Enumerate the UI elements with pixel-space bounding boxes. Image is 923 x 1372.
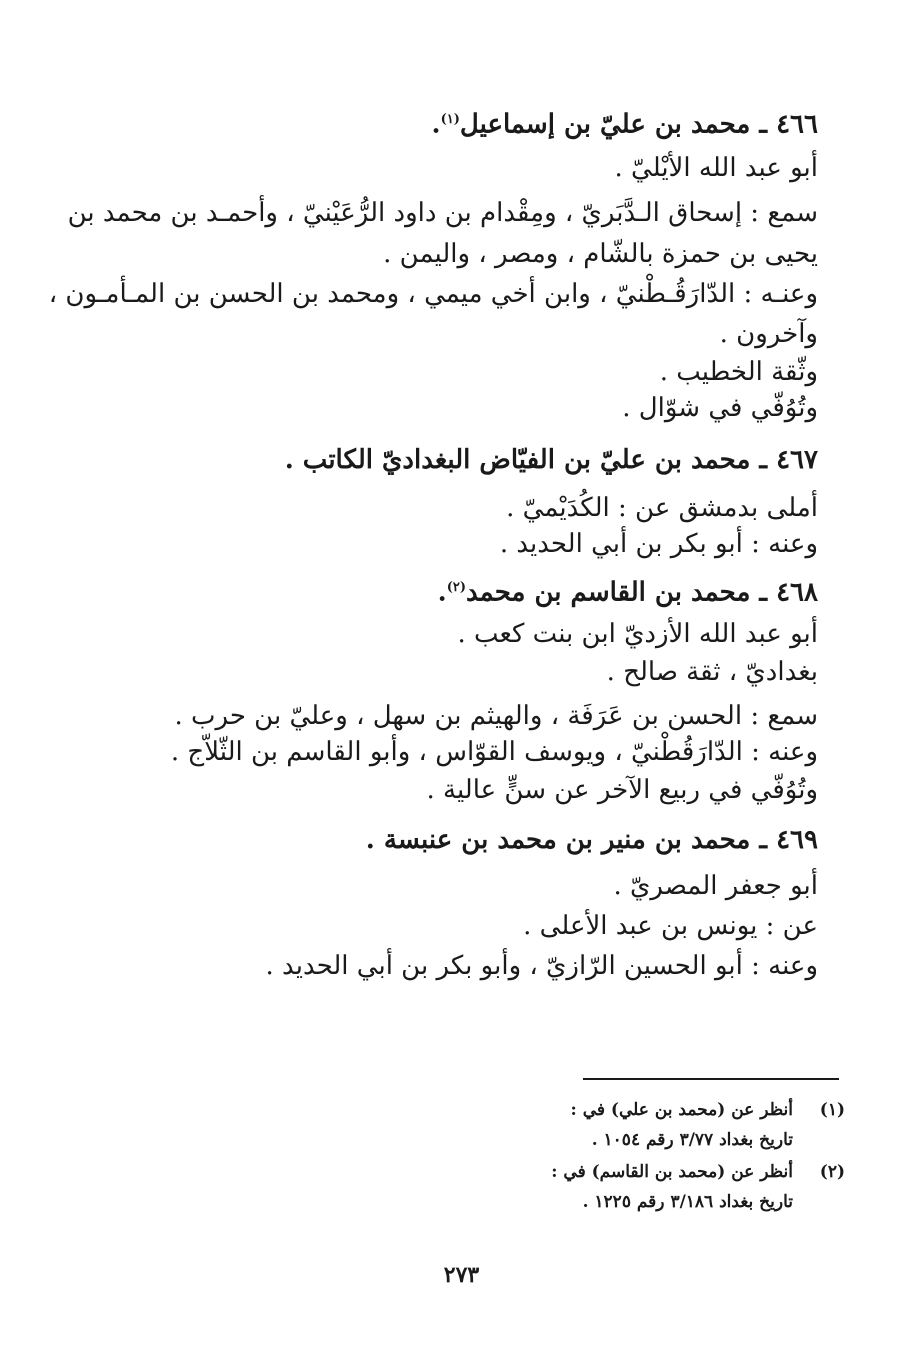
entry-line: وتُوُفّي في ربيع الآخر عن سنٍّ عالية .	[426, 775, 818, 805]
entry-line: وعنه : الدّارَقُطْنيّ ، ويوسف القوّاس ، وأبو القاسم بن الثّلاّج .	[170, 737, 818, 767]
entry-line: سمع : الحسن بن عَرَفَة ، والهيثم بن سهل ، وعليّ بن حرب .	[174, 701, 818, 731]
entry-heading-467: ٤٦٧ ـ محمد بن عليّ بن الفيّاض البغداديّ الكاتب .	[284, 445, 818, 475]
entry-heading-end: .	[437, 577, 447, 608]
entry-line: وتُوُفّي في شوّال .	[622, 393, 818, 423]
entry-heading-text: ٤٦٨ ـ محمد بن القاسم بن محمد	[466, 577, 818, 608]
entry-line: أملى بدمشق عن : الكُدَيْميّ .	[506, 493, 818, 523]
footnote-number: (٢)	[819, 1162, 845, 1182]
entry-line: عن : يونس بن عبد الأعلى .	[523, 911, 818, 941]
page-number: ٢٧٣	[443, 1262, 480, 1288]
footnote-line: أنظر عن (محمد بن القاسم) في :	[551, 1162, 793, 1182]
entry-line: وعنـه : الدّارَقُـطْنيّ ، وابن أخي ميمي ، ومحمد بن الحسن بن المـأمـون ،	[48, 279, 818, 309]
entry-heading-end: .	[431, 109, 441, 140]
entry-heading-468	[438, 568, 818, 613]
entry-line: وآخرون .	[719, 319, 818, 349]
footnote-separator	[583, 1078, 839, 1080]
footnote-number: (١)	[819, 1100, 845, 1120]
footnote-line: تاريخ بغداد ٣/١٨٦ رقم ١٢٢٥ .	[582, 1192, 793, 1212]
entry-line: أبو عبد الله الأزديّ ابن بنت كعب .	[457, 619, 818, 649]
entry-line: وعنه : أبو الحسين الرّازيّ ، وأبو بكر بن أبي الحديد .	[265, 951, 818, 981]
entry-line: أبو عبد الله الأيْليّ .	[614, 153, 818, 183]
footnote-line: أنظر عن (محمد بن علي) في :	[570, 1100, 793, 1120]
entry-heading-466	[432, 100, 818, 145]
entry-line: بغداديّ ، ثقة صالح .	[606, 657, 818, 687]
footnote-ref[interactable]: (١)	[440, 112, 460, 127]
entry-line: سمع : إسحاق الـدَّبَريّ ، ومِقْدام بن داود الرُّعَيْنيّ ، وأحمـد بن محمد بن	[67, 198, 818, 228]
footnote-ref[interactable]: (٢)	[446, 580, 467, 595]
entry-line: يحيى بن حمزة بالشّام ، ومصر ، واليمن .	[383, 239, 818, 269]
entry-heading-text: ٤٦٦ ـ محمد بن عليّ بن إسماعيل	[459, 109, 818, 140]
entry-heading-469: ٤٦٩ ـ محمد بن منير بن محمد بن عنبسة .	[365, 825, 818, 855]
entry-line: وعنه : أبو بكر بن أبي الحديد .	[499, 529, 818, 559]
footnote-line: تاريخ بغداد ٣/٧٧ رقم ١٠٥٤ .	[591, 1130, 793, 1150]
entry-line: أبو جعفر المصريّ .	[613, 871, 818, 901]
entry-line: وثّقة الخطيب .	[659, 357, 818, 387]
